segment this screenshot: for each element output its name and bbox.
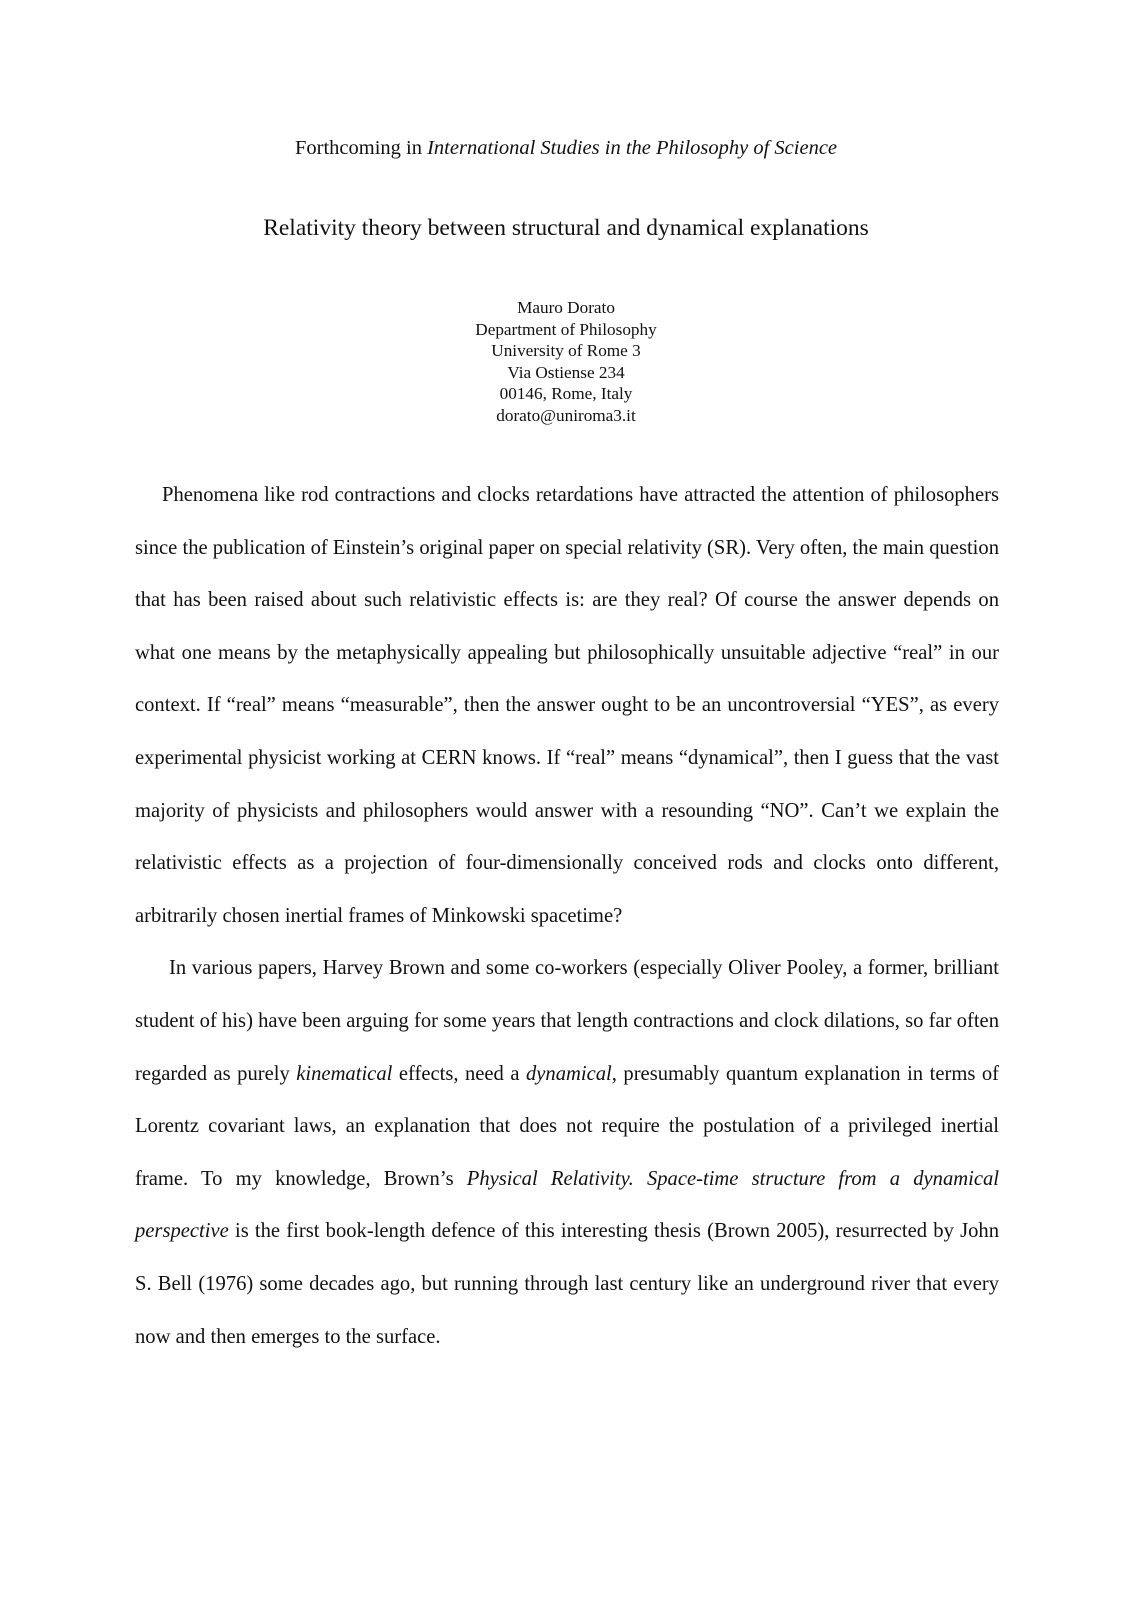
emphasis-kinematical: kinematical: [296, 1062, 393, 1085]
paragraph-2-text: , presumably quantum explanation in terms of Lorentz covariant laws, an explanation that does not require the postulation of a privileged inertial frame. To my knowledge, Brown’s: [135, 1062, 999, 1190]
paragraph-1: Phenomena like rod contractions and clocks retardations have attracted the attention of philosophers since the publication of Einstein’s original paper on special relativity (SR). Very often, the main question that has been raised about such relativistic effects is: are they real? Of course the answer depends on what one means by the metaphysically appealing but philosophically unsuitable adjective “real” in our context. If “real” means “measurable”, then the answer ought to be an uncontroversial “YES”, as every experimental physicist working at CERN knows. If “real” means “dynamical”, then I guess that the vast majority of physicists and philosophers would answer with a resounding “NO”. Can’t we explain the relativistic effects as a projection of four-dimensionally conceived rods and clocks onto different, arbitrarily chosen inertial frames of Minkowski spacetime?: [135, 484, 999, 927]
author-street: Via Ostiense 234: [507, 362, 625, 382]
author-university: University of Rome 3: [491, 341, 641, 361]
author-block: [0, 297, 1132, 427]
author-city: 00146, Rome, Italy: [499, 384, 633, 404]
publication-note-prefix: Forthcoming in: [294, 137, 428, 159]
publication-note: [0, 135, 1132, 161]
author-department: Department of Philosophy: [475, 319, 657, 339]
paragraph-2-text: is the first book-length defence of this interesting thesis (Brown 2005), resurrected by John S. Bell (1976) some decades ago, but running through last century like an underground river that every now and then emerges to the surface.: [135, 1220, 999, 1348]
body-text: [135, 469, 999, 1363]
paper-title: Relativity theory between structural and dynamical explanations: [263, 215, 869, 241]
book-title-reference: Physical Relativity. Space-time structure from a dynamical perspective: [135, 1167, 999, 1243]
emphasis-dynamical: dynamical: [525, 1062, 612, 1085]
paragraph-2-text: effects, need a: [392, 1062, 526, 1085]
author-name: Mauro Dorato: [517, 298, 615, 317]
author-email: dorato@uniroma3.it: [496, 405, 636, 425]
journal-name: International Studies in the Philosophy of Science: [427, 137, 838, 159]
paragraph-2-text: In various papers, Harvey Brown and some co-workers (especially Oliver Pooley, a former, brilliant student of his) have been arguing for some years that length contractions and clock dilations, so far often regarded as purely: [135, 957, 999, 1085]
paragraph-2: [135, 942, 999, 1363]
